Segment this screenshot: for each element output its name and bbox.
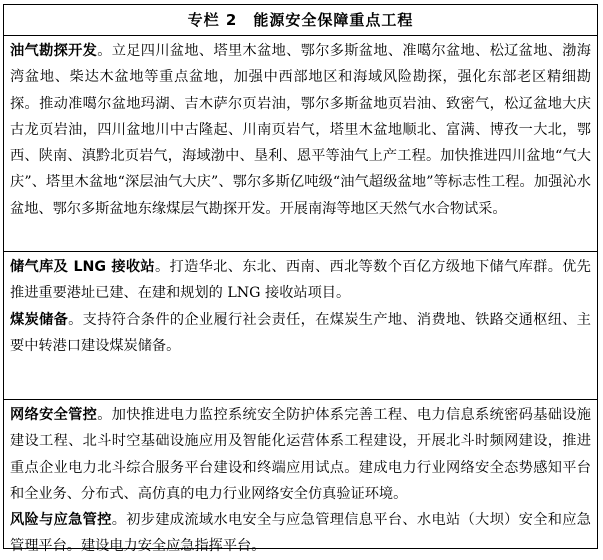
paragraph-body: 。立足四川盆地、塔里木盆地、鄂尔多斯盆地、准噶尔盆地、松辽盆地、渤海湾盆地、柴达木盆地等重点盆地，加强中西部地区和海域风险勘探，强化东部老区精细勘探。推动准噶尔盆地玛湖、吉木萨尔页岩油，鄂尔多斯盆地页岩油、致密气，松辽盆地大庆古龙页岩油，四川盆地川中古隆起、川南页岩气，塔里木盆地顺北、富满、博孜一大北，鄂西、陕南、滇黔北页岩气，海域渤中、垦利、恩平等油气上产工程。加快推进四川盆地“气大庆”、塔里木盆地“深层油气大庆”、鄂尔多斯亿吨级“油气超级盆地”等标志性工程。加强沁水盆地、鄂尔多斯盆地东缘煤层气勘探开发。开展南海等地区天然气水合物试采。 xyxy=(10,43,591,217)
paragraph-body: 。加快推进电力监控系统安全防护体系完善工程、电力信息系统密码基础设施建设工程、北斗时空基础设施应用及智能化运营体系工程建设，开展北斗时频网建设，推进重点企业电力北斗综合服务平台建设和终端应用试点。建成电力行业网络安全态势感知平台和全业务、分布式、高仿真的电力行业网络安全仿真验证环境。 xyxy=(10,407,591,502)
section-oil-gas xyxy=(4,36,597,251)
box-title-number: 专栏 2 xyxy=(187,11,238,29)
box-title-text: 能源安全保障重点工程 xyxy=(253,11,414,29)
paragraph-oil-gas-exploration xyxy=(10,38,591,222)
paragraph-body: 。初步建成流域水电安全与应急管理信息平台、水电站（大坝）安全和应急管理平台。建设电力安全应急指挥平台。 xyxy=(10,512,591,555)
paragraph-heading: 储气库及 LNG 接收站 xyxy=(10,259,155,275)
paragraph-gas-storage-lng xyxy=(10,254,591,307)
paragraph-heading: 煤炭储备 xyxy=(10,311,69,328)
paragraph-coal-reserve xyxy=(10,307,591,360)
paragraph-body: 。支持符合条件的企业履行社会责任，在煤炭生产地、消费地、铁路交通枢纽、主要中转港口建设煤炭储备。 xyxy=(10,311,591,354)
paragraph-risk-emergency xyxy=(10,507,591,560)
section-storage xyxy=(4,251,597,399)
paragraph-network-security xyxy=(10,402,591,507)
box-title xyxy=(4,5,597,36)
paragraph-body: 。打造华北、东北、西南、西北等数个百亿方级地下储气库群。优先推进重要港址已建、在建和规划的 LNG 接收站项目。 xyxy=(10,259,591,302)
project-box xyxy=(3,4,598,555)
section-security-control xyxy=(4,399,597,555)
paragraph-heading: 网络安全管控 xyxy=(10,407,98,423)
paragraph-heading: 油气勘探开发 xyxy=(10,43,98,59)
paragraph-heading: 风险与应急管控 xyxy=(10,512,112,529)
